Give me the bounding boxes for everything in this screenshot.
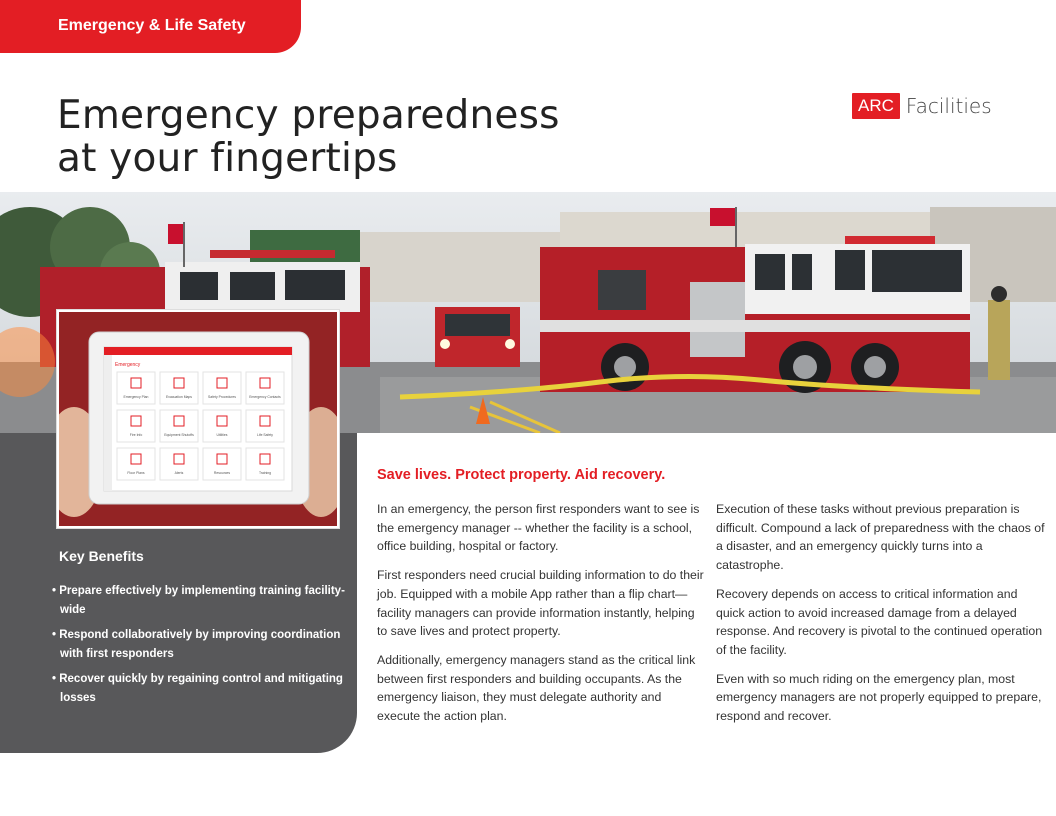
paragraph: First responders need crucial building information to do their job. Equipped with a mobile App rather than a flip chart—facility managers can provide information instantly, helping to save lives and protect property. bbox=[377, 568, 704, 639]
paragraph: Even with so much riding on the emergency plan, most emergency managers are not properly equipped to prepare, respond and recover. bbox=[716, 671, 1042, 724]
app-header: Emergency bbox=[115, 362, 141, 368]
app-tile-label: Resources bbox=[213, 471, 231, 475]
title-line-1: Emergency preparedness bbox=[57, 93, 560, 138]
body-column-1 bbox=[377, 500, 707, 736]
app-tile-label: Evacuation Maps bbox=[165, 395, 193, 399]
tablet-app-illustration bbox=[59, 312, 337, 526]
app-tile-label: Equipment Shutoffs bbox=[164, 433, 194, 437]
app-tile-label: Alerts bbox=[174, 471, 184, 475]
paragraph: Additionally, emergency managers stand as the critical link between first responders and building occupants. As the emergency liaison, they must delegate authority and execute the action plan. bbox=[377, 652, 696, 724]
key-benefits-list bbox=[50, 582, 350, 714]
app-tile-label: Training bbox=[258, 471, 272, 475]
app-tile-label: Fire Info bbox=[129, 433, 143, 437]
arc-facilities-logo bbox=[852, 92, 992, 120]
key-benefits-title: Key Benefits bbox=[59, 548, 144, 564]
benefit-item: • Respond collaboratively by improving coordination with first responders bbox=[50, 626, 350, 663]
benefit-item: • Prepare effectively by implementing training facility-wide bbox=[50, 582, 350, 619]
tablet-photo bbox=[57, 310, 339, 528]
app-tile-label: Floor Plans bbox=[127, 471, 145, 475]
app-tile-label: Life Safety bbox=[256, 433, 274, 437]
category-label: Emergency & Life Safety bbox=[58, 17, 246, 34]
logo-mark: ARC bbox=[852, 93, 900, 119]
tagline: Save lives. Protect property. Aid recovery. bbox=[377, 467, 666, 483]
app-tile-label: Utilities bbox=[216, 433, 228, 437]
paragraph: Execution of these tasks without previous preparation is difficult. Compound a lack of preparedness with the chaos of a disaster, and an emergency quickly turns into a catastrophe. bbox=[716, 502, 1045, 573]
app-tile-label: Emergency Contacts bbox=[249, 395, 281, 399]
paragraph: In an emergency, the person first responders want to see is the emergency manager -- whether the facility is a school, office building, hospital or factory. bbox=[377, 502, 700, 554]
category-tab bbox=[0, 0, 301, 53]
benefit-item: • Recover quickly by regaining control and mitigating losses bbox=[50, 670, 350, 707]
app-tile-label: Safety Procedures bbox=[208, 395, 236, 399]
body-column-2 bbox=[716, 500, 1046, 736]
app-tile-label: Emergency Plan bbox=[123, 395, 149, 399]
paragraph: Recovery depends on access to critical information and quick action to avoid increased damage from a delayed response. And recovery is pivotal to the continued operation of the facility. bbox=[716, 586, 1043, 657]
logo-word: Facilities bbox=[905, 94, 992, 118]
page-title bbox=[57, 94, 560, 180]
title-line-2: at your fingertips bbox=[57, 136, 398, 181]
